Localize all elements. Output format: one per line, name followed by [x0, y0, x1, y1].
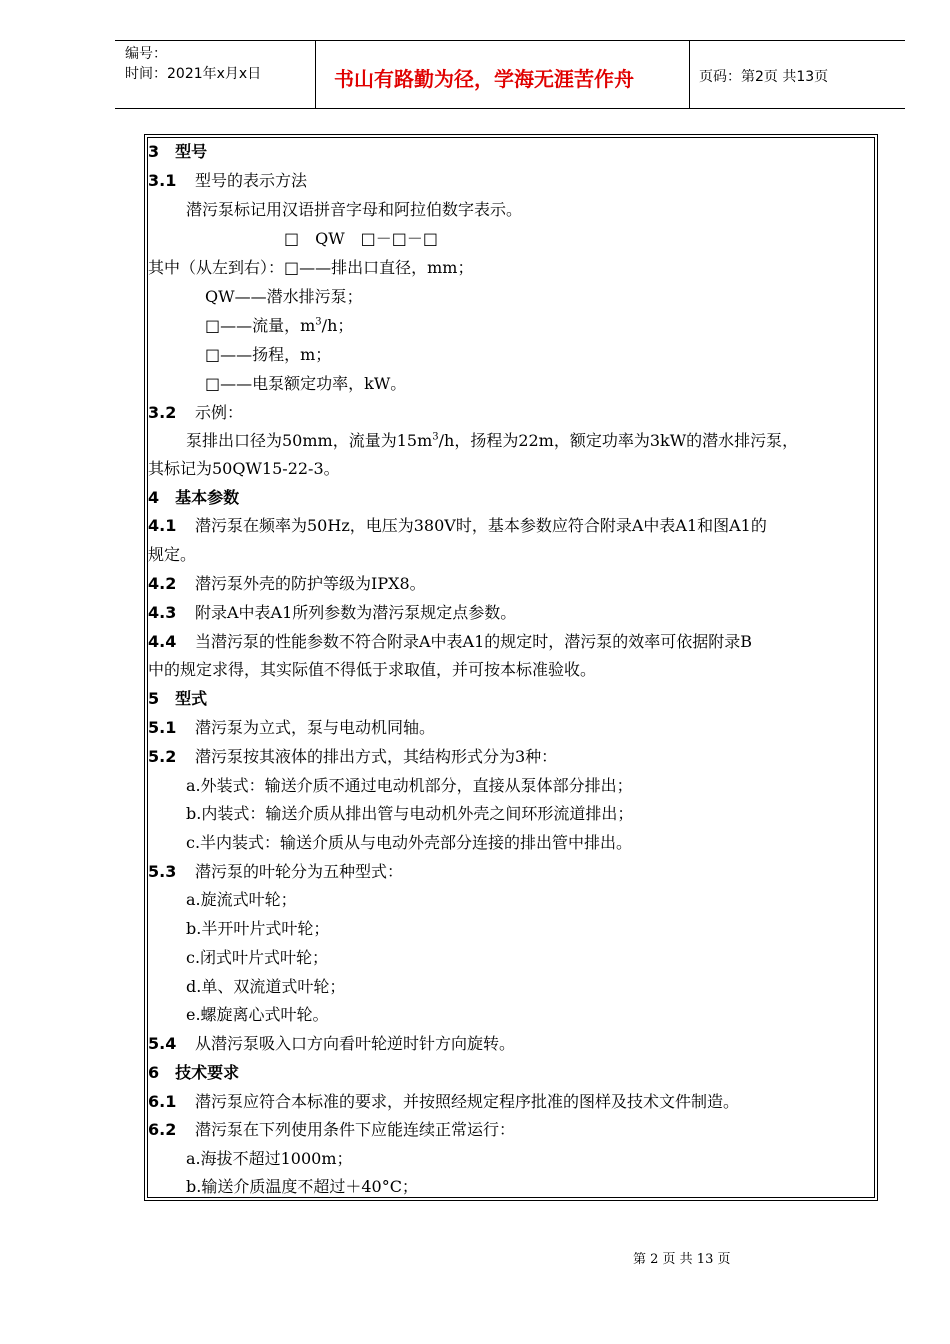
legend-line: 其中（从左到右）：□——排出口直径，mm；: [148, 258, 474, 277]
section-6-heading: 6 技术要求: [148, 1063, 240, 1082]
clause-text: 潜污泵按其液体的排出方式，其结构形式分为3种：: [195, 747, 558, 766]
header-motto: 书山有路勤为径，学海无涯苦作舟: [334, 67, 634, 91]
header-page-cell: [690, 41, 905, 108]
legend-line: [205, 316, 353, 336]
legend-line: □——电泵额定功率，kW。: [205, 374, 407, 393]
list-item: a.旋流式叶轮；: [186, 890, 297, 909]
clause-number: 6.1: [148, 1092, 177, 1111]
clause-text: 附录A中表A1所列参数为潜污泵规定点参数。: [195, 603, 517, 622]
clause-text: 示例：: [195, 403, 244, 422]
paragraph: 其标记为50QW15-22-3。: [148, 459, 340, 478]
clause-text: 型号的表示方法: [195, 171, 308, 190]
clause-text: 当潜污泵的性能参数不符合附录A中表A1的规定时，潜污泵的效率可依据附录B: [195, 632, 753, 651]
page-header: [115, 40, 905, 109]
clause-text: 潜污泵外壳的防护等级为IPX8。: [195, 574, 426, 593]
section-4-heading: 4 基本参数: [148, 488, 240, 507]
doc-time-label: 时间：2021年x月x日: [125, 66, 262, 82]
header-motto-cell: [316, 41, 690, 108]
clause-number: 5.2: [148, 747, 177, 766]
page-footer: 第 2 页 共 13 页: [633, 1252, 731, 1267]
superscript: 3: [432, 431, 439, 443]
list-item: e.螺旋离心式叶轮。: [186, 1005, 329, 1024]
superscript: 3: [315, 316, 322, 328]
section-3-heading: 3 型号: [148, 142, 208, 161]
header-meta: [115, 41, 316, 108]
clause-number: 4.3: [148, 603, 177, 622]
paragraph-text: 泵排出口径为50mm，流量为15m: [186, 431, 433, 450]
clause-number: 5.4: [148, 1034, 177, 1053]
clause-text: 从潜污泵吸入口方向看叶轮逆时针方向旋转。: [195, 1034, 516, 1053]
clause-text: 潜污泵为立式，泵与电动机同轴。: [195, 718, 436, 737]
clause-number: 3.1: [148, 171, 177, 190]
header-page-info: 页码：第2页 共13页: [699, 69, 829, 85]
list-item: a.外装式：输送介质不通过电动机部分，直接从泵体部分排出；: [186, 776, 633, 795]
list-item: b.内装式：输送介质从排出管与电动机外壳之间环形流道排出；: [186, 804, 634, 823]
clause-text: 潜污泵在频率为50Hz，电压为380V时，基本参数应符合附录A中表A1和图A1的: [195, 516, 767, 535]
legend-text: □——流量，m: [205, 316, 316, 335]
paragraph: 潜污泵标记用汉语拼音字母和阿拉伯数字表示。: [186, 200, 523, 219]
legend-text: /h；: [321, 316, 354, 335]
clause-text: 潜污泵应符合本标准的要求，并按照经规定程序批准的图样及技术文件制造。: [195, 1092, 740, 1111]
paragraph-text: /h，扬程为22m，额定功率为3kW的潜水排污泵，: [438, 431, 799, 450]
legend-line: □——扬程，m；: [205, 345, 332, 364]
clause-text: 潜污泵在下列使用条件下应能连续正常运行：: [195, 1120, 516, 1139]
list-item: c.半内装式：输送介质从与电动外壳部分连接的排出管中排出。: [186, 833, 633, 852]
clause-number: 4.4: [148, 632, 177, 651]
clause-text: 中的规定求得，其实际值不得低于求取值，并可按本标准验收。: [148, 660, 597, 679]
doc-number-label: 编号：: [125, 46, 167, 62]
list-item: c.闭式叶片式叶轮；: [186, 948, 329, 967]
paragraph: [186, 431, 798, 451]
model-designation: □ QW □－□－□: [284, 229, 439, 248]
list-item: d.单、双流道式叶轮；: [186, 977, 346, 996]
clause-number: 5.3: [148, 862, 177, 881]
clause-number: 5.1: [148, 718, 177, 737]
clause-number: 4.1: [148, 516, 177, 535]
list-item: b.输送介质温度不超过＋40°C；: [186, 1177, 418, 1196]
clause-text: 潜污泵的叶轮分为五种型式：: [195, 862, 404, 881]
clause-number: 4.2: [148, 574, 177, 593]
clause-number: 6.2: [148, 1120, 177, 1139]
section-5-heading: 5 型式: [148, 689, 208, 708]
legend-line: QW——潜水排污泵；: [205, 287, 363, 306]
list-item: a.海拔不超过1000m；: [186, 1149, 353, 1168]
clause-number: 3.2: [148, 403, 177, 422]
clause-text: 规定。: [148, 545, 197, 564]
list-item: b.半开叶片式叶轮；: [186, 919, 330, 938]
